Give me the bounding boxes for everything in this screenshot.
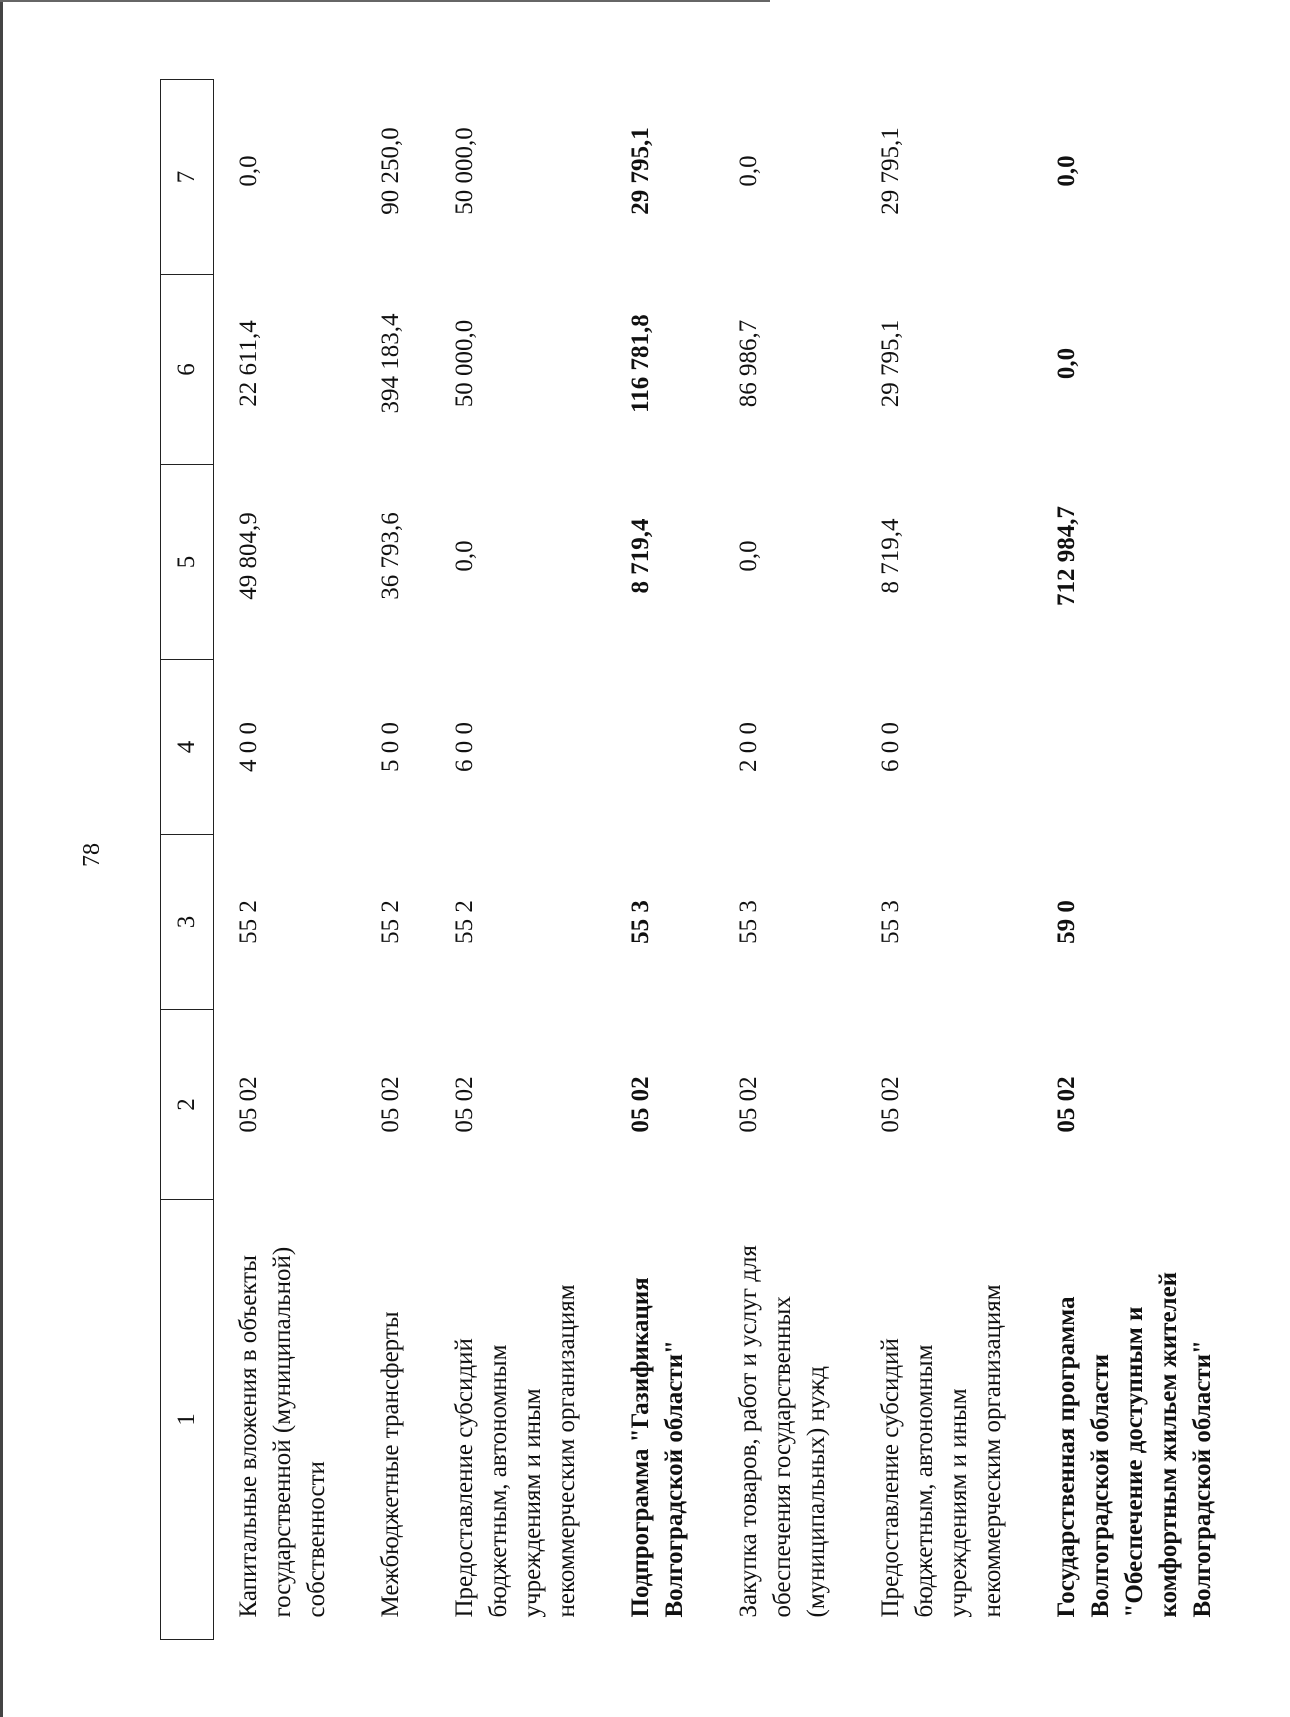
table-row — [856, 80, 1032, 1640]
expense-type-code: 4 0 0 — [235, 722, 262, 772]
scan-edge-top — [0, 0, 770, 2]
header-cell: 1 — [161, 1200, 214, 1640]
rotated-table-container — [160, 80, 1290, 1640]
value-col7: 29 795,1 — [877, 127, 904, 215]
expense-type-code: 2 0 0 — [735, 722, 762, 772]
value-col5: 0,0 — [735, 540, 762, 572]
value-col6: 50 000,0 — [451, 319, 478, 408]
table-row — [606, 80, 714, 1640]
section-code: 05 02 — [1053, 1076, 1080, 1133]
row-name: Капитальные вложения в объекты государственной (муниципальной) собственности — [235, 1246, 330, 1618]
expense-type-code — [1032, 660, 1242, 835]
value-col5: 49 804,9 — [235, 512, 262, 600]
header-cell: 4 — [161, 660, 214, 835]
page-number: 78 — [79, 843, 105, 867]
section-code: 05 02 — [877, 1076, 904, 1133]
table-row — [214, 80, 357, 1640]
table-row — [1032, 80, 1242, 1640]
value-col5: 36 793,6 — [377, 512, 404, 600]
row-name: Подпрограмма "Газификация Волгоградской области" — [627, 1277, 688, 1618]
value-col7: 50 000,0 — [451, 127, 478, 215]
table-row — [356, 80, 430, 1640]
value-col7: 90 250,0 — [377, 127, 404, 215]
expense-type-code: 6 0 0 — [451, 722, 478, 772]
value-col6: 29 795,1 — [877, 319, 904, 408]
row-name: Межбюджетные трансферты — [377, 1311, 404, 1618]
section-code: 05 02 — [627, 1076, 654, 1133]
header-cell: 2 — [161, 1010, 214, 1200]
section-code: 05 02 — [377, 1076, 404, 1133]
program-code: 55 3 — [735, 900, 762, 944]
row-name: Закупка товаров, работ и услуг для обеспечения государственных (муниципальных) нужд — [735, 1245, 830, 1618]
value-col6: 86 986,7 — [735, 319, 762, 408]
value-col5: 0,0 — [451, 540, 478, 572]
header-cell: 5 — [161, 465, 214, 660]
value-col6: 22 611,4 — [235, 320, 262, 407]
header-cell: 6 — [161, 275, 214, 465]
section-code: 05 02 — [451, 1076, 478, 1133]
value-col7: 0,0 — [735, 155, 762, 187]
section-code: 05 02 — [235, 1076, 262, 1133]
program-code: 55 3 — [877, 900, 904, 944]
value-col5: 8 719,4 — [877, 518, 904, 594]
header-cell: 7 — [161, 80, 214, 275]
table-row — [714, 80, 856, 1640]
program-code: 55 2 — [235, 900, 262, 944]
row-name: Государственная программа Волгоградской области "Обеспечение доступным и комфортным жильем жителей Волгоградской области" — [1053, 1271, 1216, 1618]
value-col6: 394 183,4 — [377, 313, 404, 414]
program-code: 55 2 — [377, 900, 404, 944]
program-code: 59 0 — [1053, 900, 1080, 944]
program-code: 55 3 — [627, 900, 654, 944]
value-col6: 116 781,8 — [627, 314, 654, 413]
budget-table — [160, 79, 1242, 1640]
value-col7: 29 795,1 — [627, 127, 654, 215]
scan-edge-left — [0, 0, 3, 1717]
expense-type-code: 6 0 0 — [877, 722, 904, 772]
program-code: 55 2 — [451, 900, 478, 944]
row-name: Предоставление субсидий бюджетным, автономным учреждениям и иным некоммерческим организациям — [877, 1284, 1006, 1618]
value-col5: 8 719,4 — [627, 518, 654, 594]
row-name: Предоставление субсидий бюджетным, автономным учреждениям и иным некоммерческим организациям — [451, 1284, 580, 1618]
value-col7: 0,0 — [1053, 155, 1080, 187]
value-col5: 712 984,7 — [1053, 506, 1080, 606]
value-col7: 0,0 — [235, 155, 262, 187]
section-code: 05 02 — [735, 1076, 762, 1133]
expense-type-code: 5 0 0 — [377, 722, 404, 772]
value-col6: 0,0 — [1053, 347, 1080, 380]
header-cell: 3 — [161, 835, 214, 1010]
expense-type-code — [606, 660, 714, 835]
table-row — [430, 80, 606, 1640]
header-row — [161, 80, 214, 1640]
